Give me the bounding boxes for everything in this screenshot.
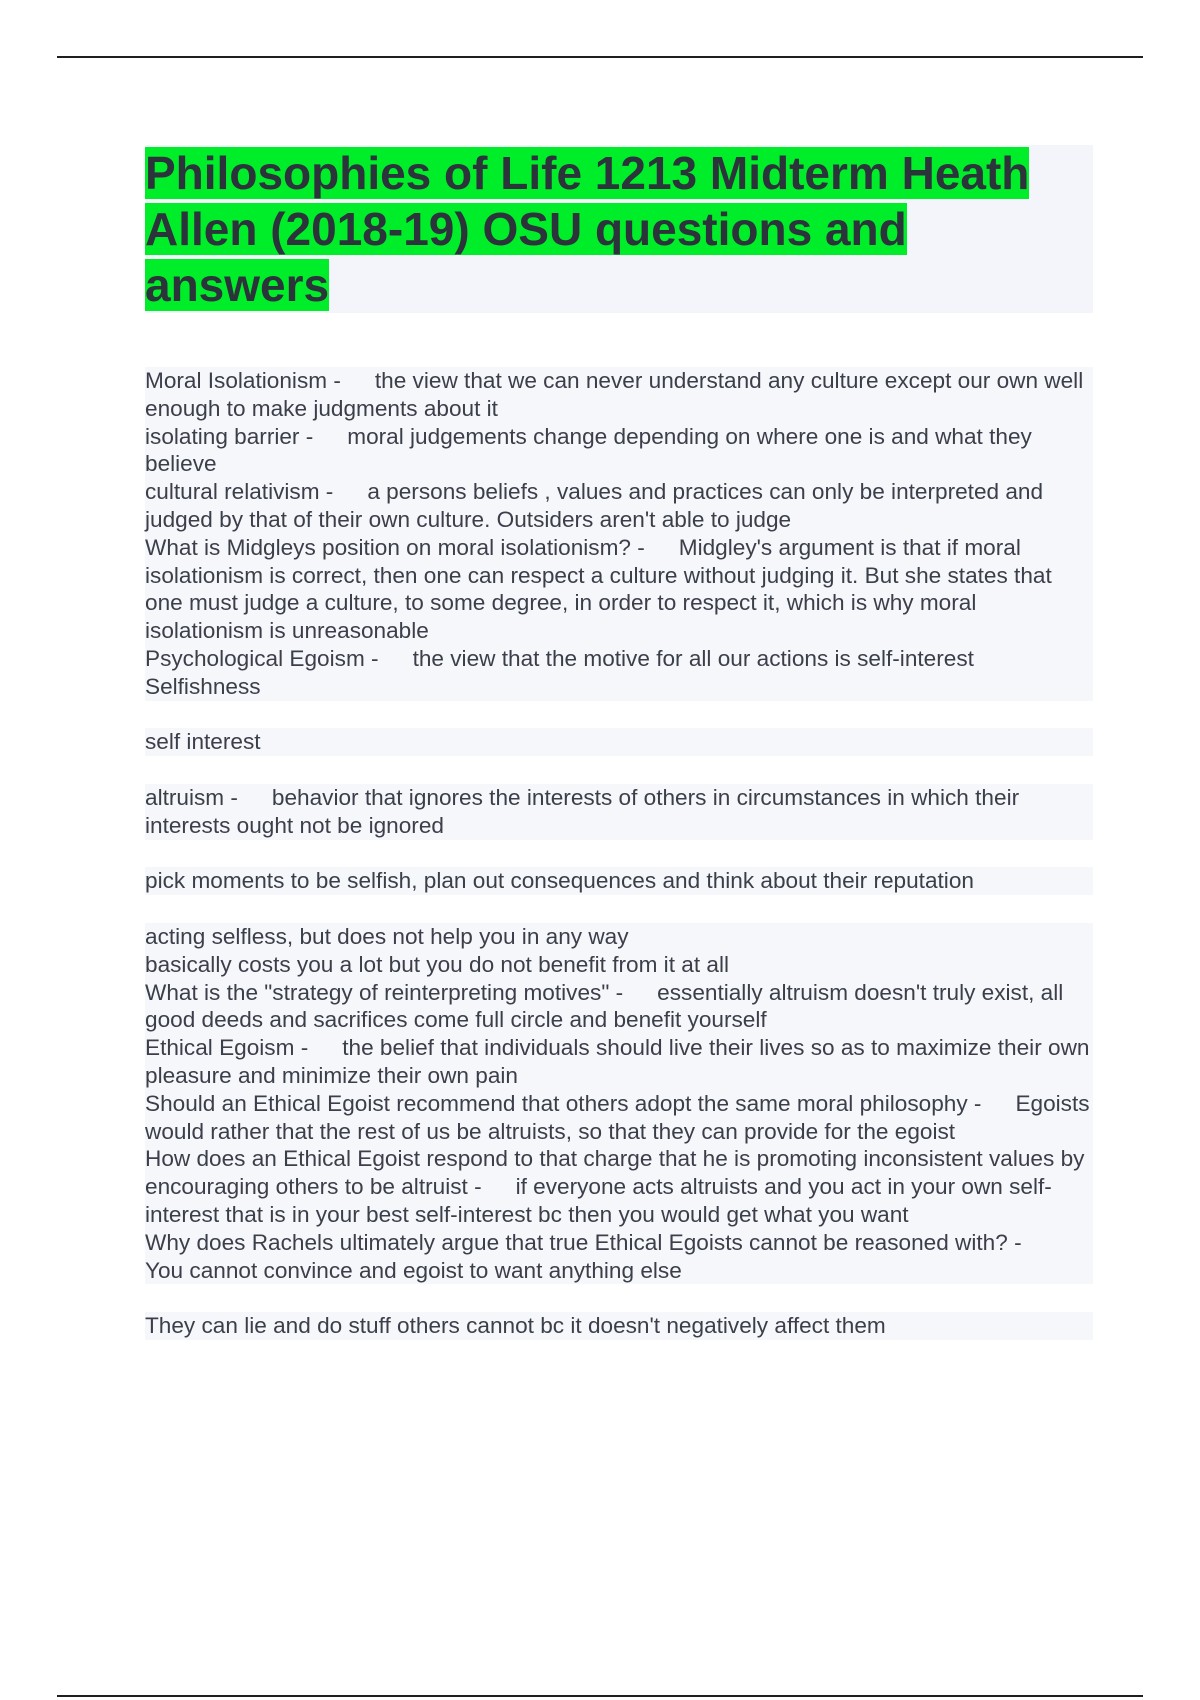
blank-line [145, 701, 1093, 729]
title-block [145, 145, 1093, 313]
entry-definition: essentially altruism doesn't truly exist, all good deeds and sacrifices come full circle and benefit yourself [145, 979, 1064, 1033]
qa-entry [145, 784, 1093, 840]
entry-term: Psychological Egoism - [145, 645, 379, 671]
entry-term: cultural relativism - [145, 479, 334, 505]
entry-definition: the view that the motive for all our actions is self-interest [412, 645, 974, 671]
entry-term: Should an Ethical Egoist recommend that others adopt the same moral philosophy - [145, 1090, 982, 1116]
qa-entry [145, 423, 1093, 479]
text-line: basically costs you a lot but you do not benefit from it at all [145, 951, 1093, 979]
text-line: They can lie and do stuff others cannot bc it doesn't negatively affect them [145, 1312, 1093, 1340]
entry-term: isolating barrier - [145, 423, 314, 449]
entry-term: Why does Rachels ultimately argue that true Ethical Egoists cannot be reasoned with? - [145, 1229, 1022, 1255]
qa-entry [145, 645, 1093, 673]
qa-entry [145, 1090, 1093, 1146]
qa-entry [145, 1145, 1093, 1228]
qa-entry [145, 534, 1093, 645]
qa-entry [145, 1229, 1093, 1285]
entry-term: altruism - [145, 784, 238, 810]
entry-term: Moral Isolationism - [145, 368, 341, 393]
text-line: self interest [145, 728, 1093, 756]
entry-term: How does an Ethical Egoist respond to that charge that he is promoting inconsistent values by encouraging others to be altruist - [145, 1146, 1085, 1200]
text-line: Selfishness [145, 673, 1093, 701]
entry-definition: moral judgements change depending on where one is and what they believe [145, 423, 1032, 477]
blank-line [145, 840, 1093, 868]
blank-line [145, 756, 1093, 784]
entry-term: Ethical Egoism - [145, 1035, 309, 1061]
document-body [145, 367, 1093, 1340]
entry-definition: the belief that individuals should live their lives so as to maximize their own pleasure and minimize their own pain [145, 1035, 1090, 1088]
text-line: pick moments to be selfish, plan out consequences and think about their reputation [145, 867, 1093, 895]
entry-definition: the view that we can never understand any culture except our own well enough to make judgments about it [145, 368, 1084, 421]
document-title [145, 145, 1093, 313]
qa-entry [145, 367, 1093, 423]
qa-entry [145, 478, 1093, 534]
entry-definition: You cannot convince and egoist to want anything else [145, 1257, 682, 1283]
entry-definition: a persons beliefs , values and practices can only be interpreted and judged by that of their own culture. Outsiders aren't able to judge [145, 479, 1044, 532]
footer-rule [57, 1695, 1143, 1697]
qa-entry [145, 1034, 1093, 1090]
entry-term: What is Midgleys position on moral isolationism? - [145, 534, 645, 560]
blank-line [145, 895, 1093, 923]
title-highlight: Philosophies of Life 1213 Midterm Heath Allen (2018-19) OSU questions and answers [145, 147, 1030, 311]
blank-line [145, 1284, 1093, 1312]
entry-definition: if everyone acts altruists and you act in your own self-interest that is in your best self-interest bc then you would get what you want [145, 1174, 1052, 1227]
entry-definition: behavior that ignores the interests of others in circumstances in which their interests ought not be ignored [145, 784, 1020, 838]
text-line: acting selfless, but does not help you in any way [145, 923, 1093, 951]
entry-definition: Egoists would rather that the rest of us be altruists, so that they can provide for the egoist [145, 1090, 1090, 1144]
header-rule [57, 56, 1143, 58]
entry-definition: Midgley's argument is that if moral isolationism is correct, then one can respect a culture without judging it. But she states that one must judge a culture, to some degree, in order to respect it, which is why moral isolationism is unreasonable [145, 534, 1052, 644]
qa-entry [145, 979, 1093, 1035]
entry-term: What is the "strategy of reinterpreting motives" - [145, 979, 624, 1005]
